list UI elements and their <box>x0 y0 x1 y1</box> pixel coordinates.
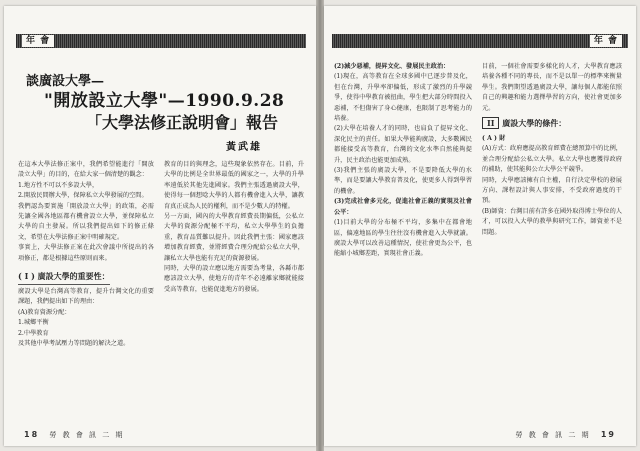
page-number: 18 <box>24 430 40 439</box>
page-number: 19 <box>600 430 616 439</box>
body-column-left-b <box>164 160 304 412</box>
subsection-heading: (3)完成社會多元化，促進社會正義的實現及社會公平： <box>334 198 472 216</box>
paragraph: 廣設大學是台灣高等教育，提升台灣文化的重要課題，我們提出如下的理由： <box>18 288 154 306</box>
publication-name: 勞 教 會 訊 二 期 <box>49 431 125 439</box>
author-name: 黃武雄 <box>226 142 262 153</box>
paragraph: 2.中學教育 <box>18 329 49 337</box>
paragraph: 同時，大學應該擁有自主權，自行決定學校的發展方向、課程設計與人事安排，不受政府過度的干預。 <box>482 176 622 205</box>
publication-name: 勞 教 會 訊 二 期 <box>515 431 591 439</box>
paragraph: 我們認為要實施「開放設立大學」的政策，必需先讓全國各地區都有機會設立大學，並保障私立大學的自主發展。所以我們提出如下的修正條文，希望在大學法修正案中明確規定。 <box>18 202 154 241</box>
body-column-right-a <box>334 62 472 414</box>
paragraph: (A)方式：政府應提高教育經費在總預算中的比例，並合理分配給公私立大學。私立大學也應獲得政府的補助，使其能與公立大學公平競爭。 <box>482 145 622 174</box>
paragraph: 2.開放民間辦大學，保障私立大學發展的空間。 <box>18 192 148 200</box>
header-label: 年 會 <box>22 35 54 47</box>
paragraph: 1.城鄉平衡 <box>18 319 49 327</box>
header-label: 年 會 <box>590 35 622 47</box>
section-heading: II 廣設大學的條件： <box>482 116 622 130</box>
subsection-heading: (2)減少惡補，提昇文化、發展民主政治： <box>334 63 450 70</box>
paragraph: 同時，大學的設立應以地方需要為考量，各縣市都應該設立大學，使地方的青年不必遠離家鄉就能接受高等教育，也能促進地方的發展。 <box>164 265 304 293</box>
body-column-left-a <box>18 160 154 412</box>
paragraph: (A)教育資源分配： <box>18 308 71 316</box>
section-heading: ( I ) 廣設大學的重要性： <box>18 268 110 285</box>
article-title-line-2: "開放設立大學"—1990.9.28 <box>44 91 285 111</box>
paragraph: 目前，一個社會需要多樣化的人才，大學教育應該培養各種不同的專長，而不是以單一的標準來衡量學生。我們期望透過廣設大學，讓每個人都能依照自己的興趣和能力選擇學習的方向，使社會更加多元。 <box>482 63 622 112</box>
header-band <box>332 34 628 48</box>
article-title-line-3: 「大學法修正說明會」報告 <box>86 113 279 132</box>
article-title-line-1: 談廣設大學— <box>26 74 105 89</box>
paragraph: (3)我們主張的廣設大學，不是要降低大學的水準，而是要讓大學教育普及化，使更多人得到學習的機會。 <box>334 167 472 195</box>
paragraph: 及其他中學考試壓力等問題的解決之道。 <box>18 340 130 348</box>
subsection-heading: ( A ) 財 <box>482 135 506 143</box>
paragraph: 事實上，大學法修正案在此次會議中所提出的各項修正，都是根據這些原則而來。 <box>18 244 154 262</box>
page-footer <box>515 430 622 440</box>
page-footer <box>18 430 125 440</box>
right-page <box>324 6 636 446</box>
left-page <box>4 6 316 446</box>
page-gutter <box>316 0 324 451</box>
paragraph: (1)目前大學的分布極不平均，多集中在都會地區，偏遠地區的學生往往沒有機會進入大學就讀。廣設大學可以改善這種情況，使社會更為公平，也能縮小城鄉差距，實現社會正義。 <box>334 219 472 258</box>
paragraph: (2)大學在培養人才的同時，也肩負了提昇文化、深化民主的責任。如果大學能夠廣設，大多數國民都能接受高等教育，台灣的文化水準自然能夠提升，民主政治也能更加成熟。 <box>334 125 472 164</box>
paragraph: 在這本大學法修正案中，我們希望能進行「開放設立大學」的目的，在給大家一個清楚的觀念： <box>18 161 154 179</box>
paragraph: 教育的目的與理念，這些現象依然存在。目前，升大學的比例是全世界最低的國家之一，大學的升學率遠低於其他先進國家。我們主張透過廣設大學，使得每一個想唸大學的人都有機會進入大學，讓教育真正成為人民的權利，而不是少數人的特權。 <box>164 161 304 210</box>
header-band <box>16 34 306 48</box>
paragraph: 1.地方性不可以不多設大學， <box>18 181 99 189</box>
paragraph: 另一方面，國內的大學教育經費長期偏低，公私立大學的資源分配極不平均，私立大學學生的負擔重，教育品質難以提升。因此我們主張：國家應該增加教育經費，並將經費合理分配給公私立大學，讓私立大學也能有充足的資源發展。 <box>164 213 304 262</box>
paragraph: (B)師資：台灣目前有許多在國外取得博士學位的人才，可以投入大學的教學與研究工作，師資並不是問題。 <box>482 207 622 236</box>
section-heading-text: 廣設大學的條件： <box>502 118 567 129</box>
paragraph: (1)現在，高等教育在全球多國中已逐步普及化，但在台灣，升學率卻偏低，形成了激烈的升學競爭，使得中學教育被扭曲，學生把大部分時間投入惡補，不但傷害了身心健康，也限制了思考能力的培養。 <box>334 73 472 123</box>
body-column-right-b <box>482 62 622 414</box>
